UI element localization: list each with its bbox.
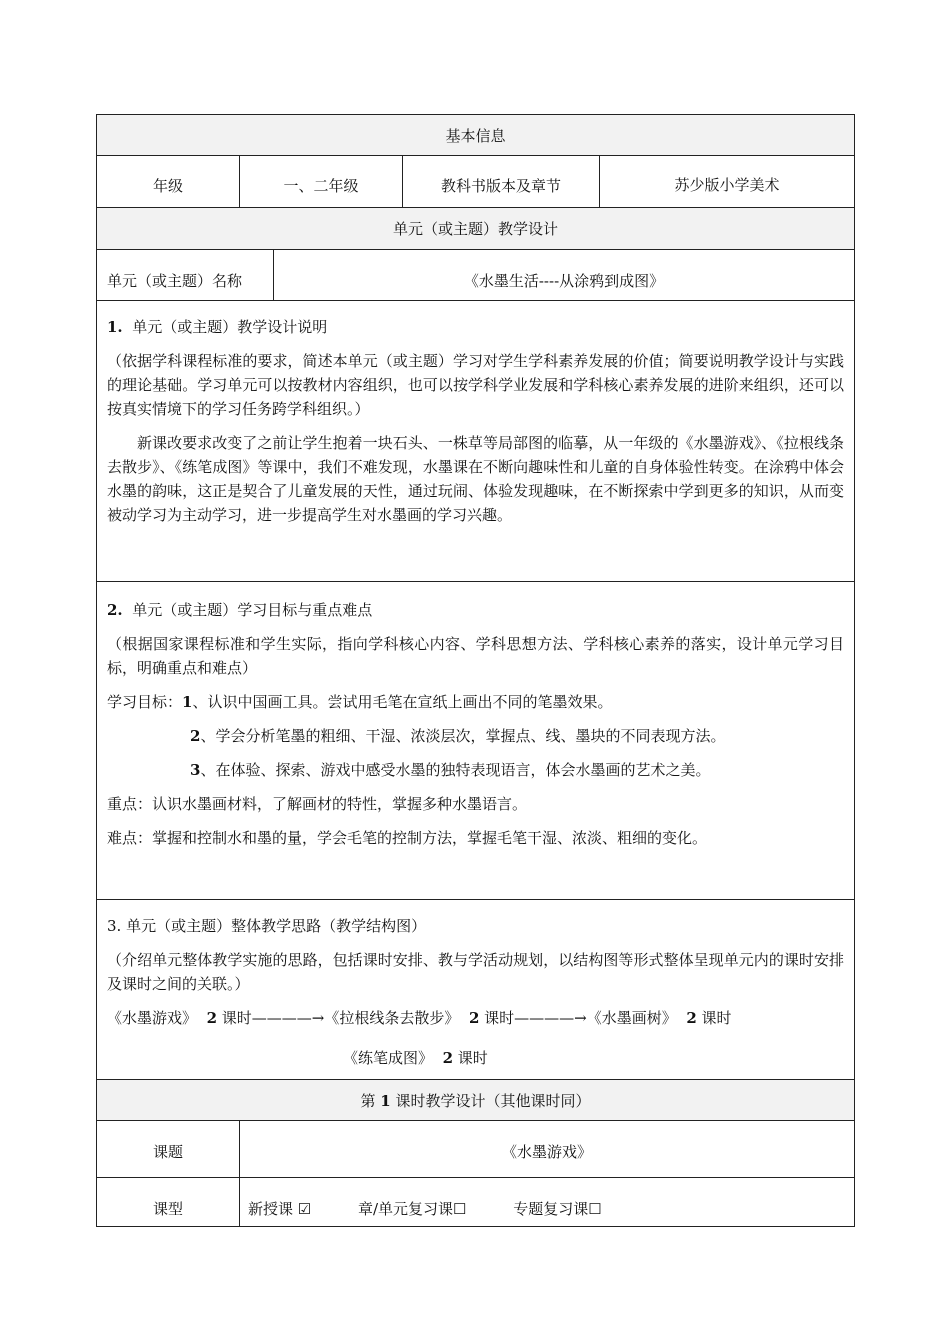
flow-lesson-1: 《水墨游戏》 [107,1009,198,1027]
unit-name-row [97,250,855,301]
section3-title: 3. 单元（或主题）整体教学思路（教学结构图） [107,917,427,935]
type-option-topic-review[interactable]: 专题复习课☐ [513,1199,602,1218]
flow-lesson-4: 《练笔成图》 [343,1049,434,1067]
topic-label: 课题 [97,1121,240,1178]
section3-cell [97,900,855,1080]
lesson-flow-line: 《水墨游戏》 2 课时————→《拉根线条去散步》 2 课时————→《水墨画树》 2 课时 [107,1009,732,1027]
learning-goal-1: 学习目标：1、认识中国画工具。尝试用毛笔在宣纸上画出不同的笔墨效果。 [107,693,613,711]
flow-arrow-icon: ————→ [514,1009,587,1027]
grade-value: 一、二年级 [240,156,403,208]
unit-name-value: 《水墨生活----从涂鸦到成图》 [274,250,855,301]
flow-lesson-3: 《水墨画树》 [586,1009,677,1027]
type-option-unit-review[interactable]: 章/单元复习课☐ [358,1199,467,1218]
grade-label: 年级 [97,156,240,208]
lesson-topic-row [97,1121,855,1178]
unit-design-header-row [97,208,855,250]
lesson-flow-line-2: 《练笔成图》 2 课时 [343,1049,488,1067]
lesson-plan-table [96,114,855,1227]
section2-note: （根据国家课程标准和学生实际，指向学科核心内容、学科思想方法、学科核心素养的落实，设计单元学习目标，明确重点和难点） [107,635,844,677]
key-point: 重点：认识水墨画材料，了解画材的特性，掌握多种水墨语言。 [107,795,528,813]
section1-cell [97,301,855,582]
section1-row [97,301,855,582]
flow-arrow-icon: ————→ [251,1009,325,1027]
lesson-design-header: 第 1 课时教学设计（其他课时同） [97,1080,855,1121]
type-options [240,1178,855,1227]
unit-design-header: 单元（或主题）教学设计 [97,208,855,250]
lesson-design-header-row [97,1080,855,1121]
unit-name-label: 单元（或主题）名称 [97,250,274,301]
textbook-label: 教科书版本及章节 [403,156,600,208]
basic-info-header-row [97,115,855,156]
basic-info-header: 基本信息 [97,115,855,156]
type-label: 课型 [97,1178,240,1227]
section1-note: （依据学科课程标准的要求，简述本单元（或主题）学习对学生学科素养发展的价值；简要说明教学设计与实践的理论基础。学习单元可以按教材内容组织，也可以按学科学业发展和学科核心素养发展的进阶来组织，还可以按真实情境下的学习任务跨学科组织。） [107,352,844,418]
section3-note: （介绍单元整体教学实施的思路，包括课时安排、教与学活动规划，以结构图等形式整体呈现单元内的课时安排及课时之间的关联。） [107,951,844,993]
section3-row [97,900,855,1080]
difficulty: 难点：掌握和控制水和墨的量，学会毛笔的控制方法，掌握毛笔干湿、浓淡、粗细的变化。 [107,829,708,847]
basic-info-row [97,156,855,208]
section2-cell [97,582,855,900]
section1-title: 1. 单元（或主题）教学设计说明 [107,318,328,336]
lesson-type-row [97,1178,855,1227]
section2-title: 2. 单元（或主题）学习目标与重点难点 [107,601,373,619]
type-option-new-lesson[interactable]: 新授课 ☑ [248,1199,312,1218]
textbook-value: 苏少版小学美术 [600,156,855,208]
lesson-plan-document [96,114,854,1227]
section2-row [97,582,855,900]
section1-body: 新课改要求改变了之前让学生抱着一块石头、一株草等局部图的临摹，从一年级的《水墨游戏》、《拉根线条去散步》、《练笔成图》等课中，我们不难发现，水墨课在不断向趣味性和儿童的自身体验性转变。在涂鸦中体会水墨的韵味，这正是契合了儿童发展的天性，通过玩闹、体验发现趣味，在不断探索中学到更多的知识，从而变被动学习为主动学习，进一步提高学生对水墨画的学习兴趣。 [107,434,844,524]
topic-value: 《水墨游戏》 [240,1121,855,1178]
learning-goal-2: 2、学会分析笔墨的粗细、干湿、浓淡层次，掌握点、线、墨块的不同表现方法。 [190,727,726,745]
learning-goal-3: 3、在体验、探索、游戏中感受水墨的独特表现语言，体会水墨画的艺术之美。 [190,761,711,779]
flow-lesson-2: 《拉根线条去散步》 [324,1009,460,1027]
